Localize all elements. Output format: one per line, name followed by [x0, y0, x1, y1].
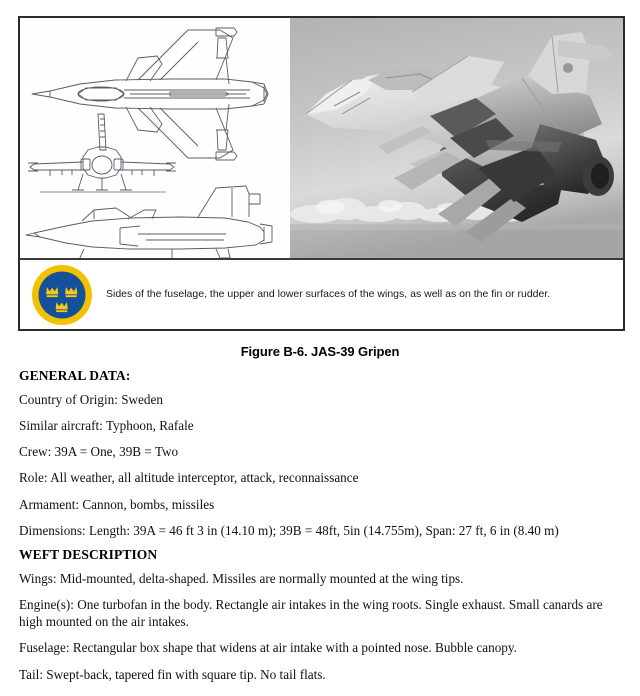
general-data-line-similar-aircraft: Similar aircraft: Typhoon, Rafale — [19, 418, 194, 434]
general-data-line-country: Country of Origin: Sweden — [19, 392, 163, 407]
general-data-line-armament: Armament: Cannon, bombs, missiles — [19, 496, 215, 512]
general-data-line-crew: Crew: 39A = One, 39B = Two — [19, 444, 179, 460]
weft-line-fuselage: Fuselage: Rectangular box shape that widens at air intake with a pointed nose. Bubble canopy. — [19, 640, 517, 656]
document-body — [19, 368, 623, 692]
gripen-banking-photo-image — [290, 18, 623, 258]
weft-line-engines: Engine(s): One turbofan in the body. Rectangle air intakes in the wing roots. Single exhaust. Small canards are high mounted on the air intakes. — [19, 597, 603, 630]
figure-title: Figure B-6. JAS-39 Gripen — [240, 344, 400, 359]
aircraft-line-drawing-panel — [20, 18, 290, 258]
markings-caption-text: Sides of the fuselage, the upper and lower surfaces of the wings, as well as on the fin or rudder. — [106, 287, 551, 300]
figure-image-row — [20, 18, 623, 258]
aircraft-photograph-panel — [290, 18, 623, 258]
general-data-line-dimensions: Dimensions: Length: 39A = 46 ft 3 in (14.10 m); 39B = 48ft, 5in (14.755m), Span: 27 ft, 6 in (8.40 m) — [19, 522, 559, 538]
general-data-line-role: Role: All weather, all altitude interceptor, attack, reconnaissance — [19, 470, 359, 486]
general-data-heading: GENERAL DATA: — [19, 368, 131, 383]
weft-description-heading: WEFT DESCRIPTION — [19, 546, 158, 562]
weft-line-tail: Tail: Swept-back, tapered fin with square tip. No tail flats. — [19, 666, 326, 682]
national-markings-caption-bar — [20, 260, 623, 329]
swedish-air-force-roundel-icon — [30, 263, 94, 327]
figure-frame — [18, 16, 625, 331]
three-view-line-drawing-icon — [20, 18, 290, 258]
weft-line-wings: Wings: Mid-mounted, delta-shaped. Missiles are normally mounted at the wing tips. — [19, 570, 464, 586]
